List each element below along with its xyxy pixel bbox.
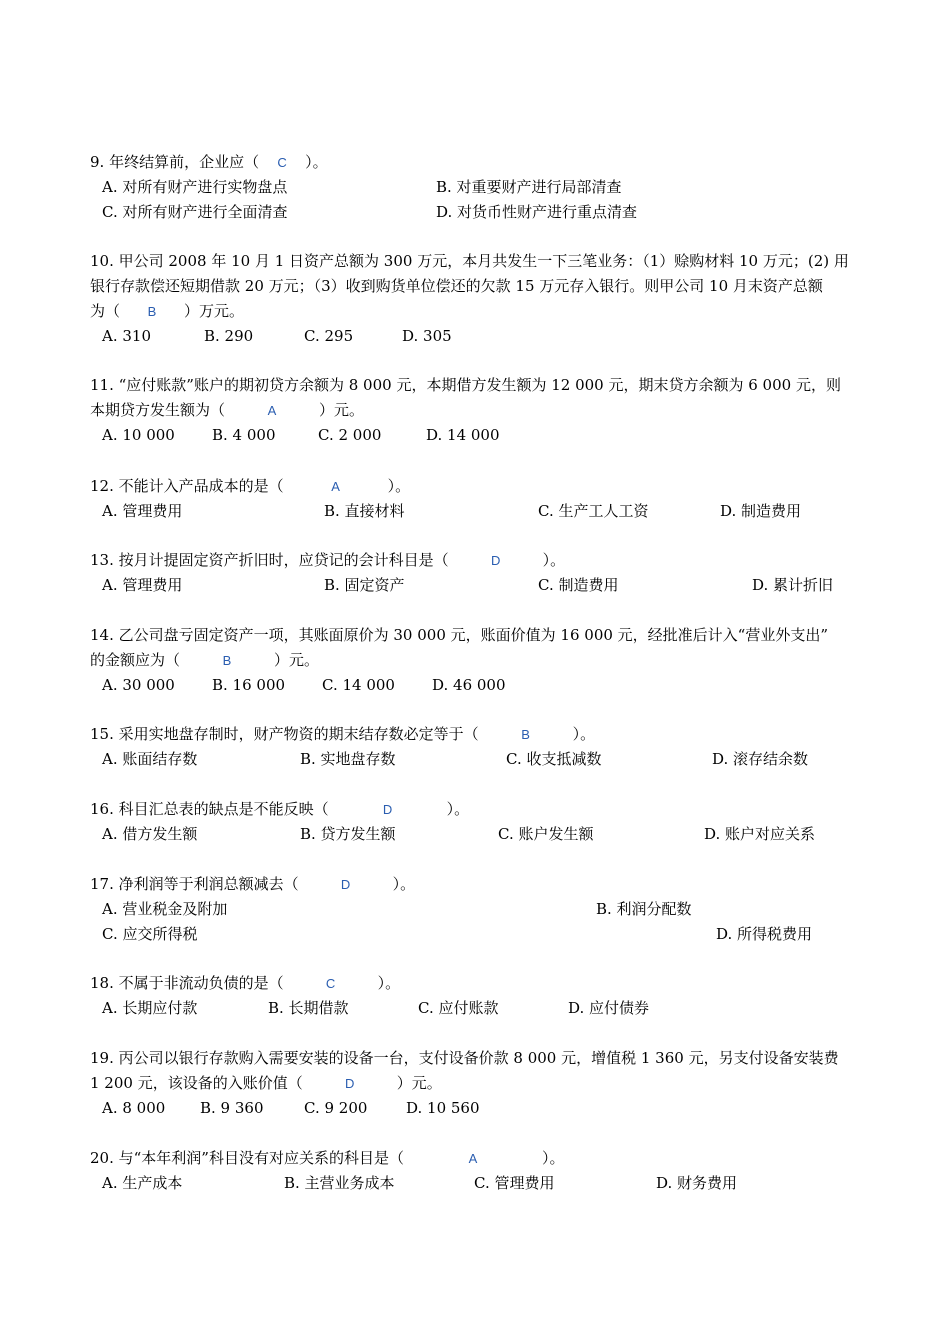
option-c: C. 295 <box>304 327 354 345</box>
options-row <box>90 822 860 847</box>
option-a: A. 账面结存数 <box>102 750 198 768</box>
question-14 <box>90 623 860 698</box>
question-stem-line: 11. “应付账款”账户的期初贷方余额为 8 000 元，本期借方发生额为 12 000 元，期末贷方余额为 6 000 元，则 <box>90 376 841 394</box>
question-10 <box>90 249 860 349</box>
option-a: A. 310 <box>102 327 151 345</box>
option-d: D. 对货币性财产进行重点清查 <box>436 203 638 221</box>
answer-mark: C <box>277 155 287 170</box>
options-row <box>90 1171 860 1196</box>
options-row <box>90 747 860 772</box>
question-stem: 20. 与“本年利润”科目没有对应关系的科目是（ A ）。 <box>90 1146 860 1171</box>
option-d: D. 累计折旧 <box>752 576 834 594</box>
option-a: A. 借方发生额 <box>102 825 198 843</box>
options-row <box>90 673 860 698</box>
option-a: A. 10 000 <box>102 426 175 444</box>
options-row <box>90 423 860 448</box>
options-row <box>90 573 860 598</box>
question-stem: 为（ B ）万元。 <box>90 299 860 324</box>
option-d: D. 所得税费用 <box>716 925 813 943</box>
options-row <box>90 996 860 1021</box>
question-stem-line: 10. 甲公司 2008 年 10 月 1 日资产总额为 300 万元，本月共发生一下三笔业务：（1）赊购材料 10 万元；(2) 用 <box>90 252 849 270</box>
question-stem: 本期贷方发生额为（ A ）元。 <box>90 398 860 423</box>
option-b: B. 实地盘存数 <box>300 750 396 768</box>
question-stem: 9. 年终结算前，企业应（ C ）。 <box>90 150 860 175</box>
question-16 <box>90 797 860 847</box>
option-b: B. 直接材料 <box>324 502 405 520</box>
option-d: D. 账户对应关系 <box>704 825 816 843</box>
options-row <box>90 175 860 200</box>
option-d: D. 46 000 <box>432 676 506 694</box>
option-c: C. 账户发生额 <box>498 825 594 843</box>
answer-mark: A <box>267 403 277 418</box>
answer-mark: B <box>147 304 157 319</box>
options-row <box>90 499 860 524</box>
answer-mark: D <box>490 553 501 568</box>
option-d: D. 制造费用 <box>720 502 802 520</box>
option-c: C. 生产工人工资 <box>538 502 649 520</box>
answer-mark: B <box>521 727 530 742</box>
option-b: B. 主营业务成本 <box>284 1174 395 1192</box>
option-a: A. 管理费用 <box>102 576 183 594</box>
option-a: A. 营业税金及附加 <box>102 900 228 918</box>
option-a: A. 长期应付款 <box>102 999 198 1017</box>
option-d: D. 滚存结余数 <box>712 750 809 768</box>
option-b: B. 4 000 <box>212 426 276 444</box>
answer-mark: B <box>222 653 232 668</box>
option-d: D. 305 <box>402 327 452 345</box>
option-a: A. 管理费用 <box>102 502 183 520</box>
option-c: C. 14 000 <box>322 676 395 694</box>
option-b: B. 长期借款 <box>268 999 349 1017</box>
options-row <box>90 200 860 225</box>
question-13 <box>90 548 860 598</box>
option-b: B. 固定资产 <box>324 576 405 594</box>
question-18 <box>90 971 860 1021</box>
answer-mark: A <box>468 1151 478 1166</box>
option-b: B. 贷方发生额 <box>300 825 396 843</box>
option-c: C. 收支抵减数 <box>506 750 602 768</box>
question-stem: 17. 净利润等于利润总额减去（ D ）。 <box>90 872 860 897</box>
question-12 <box>90 474 860 524</box>
option-b: B. 对重要财产进行局部清查 <box>436 178 622 196</box>
question-stem: 13. 按月计提固定资产折旧时，应贷记的会计科目是（ D ）。 <box>90 548 860 573</box>
option-b: B. 9 360 <box>200 1099 264 1117</box>
options-row <box>90 922 860 947</box>
question-stem-line: 19. 丙公司以银行存款购入需要安装的设备一台，支付设备价款 8 000 元，增值税 1 360 元，另支付设备安装费 <box>90 1049 839 1067</box>
option-c: C. 应付账款 <box>418 999 499 1017</box>
question-stem: 15. 采用实地盘存制时，财产物资的期末结存数必定等于（ B ）。 <box>90 722 860 747</box>
option-c: C. 管理费用 <box>474 1174 555 1192</box>
option-d: D. 14 000 <box>426 426 500 444</box>
option-b: B. 利润分配数 <box>596 900 692 918</box>
option-c: C. 对所有财产进行全面清查 <box>102 203 288 221</box>
option-a: A. 生产成本 <box>102 1174 183 1192</box>
question-20 <box>90 1146 860 1196</box>
question-stem-line: 14. 乙公司盘亏固定资产一项，其账面原价为 30 000 元，账面价值为 16 000 元，经批准后计入“营业外支出” <box>90 626 829 644</box>
question-stem-line: 银行存款偿还短期借款 20 万元；（3）收到购货单位偿还的欠款 15 万元存入银行。则甲公司 10 月末资产总额 <box>90 277 823 295</box>
question-17 <box>90 872 860 947</box>
answer-mark: D <box>345 1076 355 1091</box>
option-b: B. 290 <box>204 327 254 345</box>
answer-mark: D <box>382 802 393 817</box>
options-row <box>90 324 860 349</box>
option-c: C. 2 000 <box>318 426 382 444</box>
option-c: C. 应交所得税 <box>102 925 198 943</box>
answer-mark: D <box>340 877 351 892</box>
option-b: B. 16 000 <box>212 676 286 694</box>
options-row <box>90 1096 860 1121</box>
question-stem: 的金额应为（ B ）元。 <box>90 648 860 673</box>
options-row <box>90 897 860 922</box>
option-d: D. 应付债券 <box>568 999 650 1017</box>
question-19 <box>90 1046 860 1121</box>
option-a: A. 8 000 <box>102 1099 166 1117</box>
question-stem: 1 200 元，该设备的入账价值（ D ）元。 <box>90 1071 860 1096</box>
option-d: D. 10 560 <box>406 1099 480 1117</box>
option-a: A. 对所有财产进行实物盘点 <box>102 178 288 196</box>
answer-mark: C <box>325 976 336 991</box>
option-c: C. 制造费用 <box>538 576 619 594</box>
option-c: C. 9 200 <box>304 1099 368 1117</box>
answer-mark: A <box>331 479 340 494</box>
option-a: A. 30 000 <box>102 676 175 694</box>
question-stem: 16. 科目汇总表的缺点是不能反映（ D ）。 <box>90 797 860 822</box>
question-9 <box>90 150 860 225</box>
question-stem: 12. 不能计入产品成本的是（ A ）。 <box>90 474 860 499</box>
question-11 <box>90 373 860 448</box>
option-d: D. 财务费用 <box>656 1174 738 1192</box>
question-15 <box>90 722 860 772</box>
question-stem: 18. 不属于非流动负债的是（ C ）。 <box>90 971 860 996</box>
